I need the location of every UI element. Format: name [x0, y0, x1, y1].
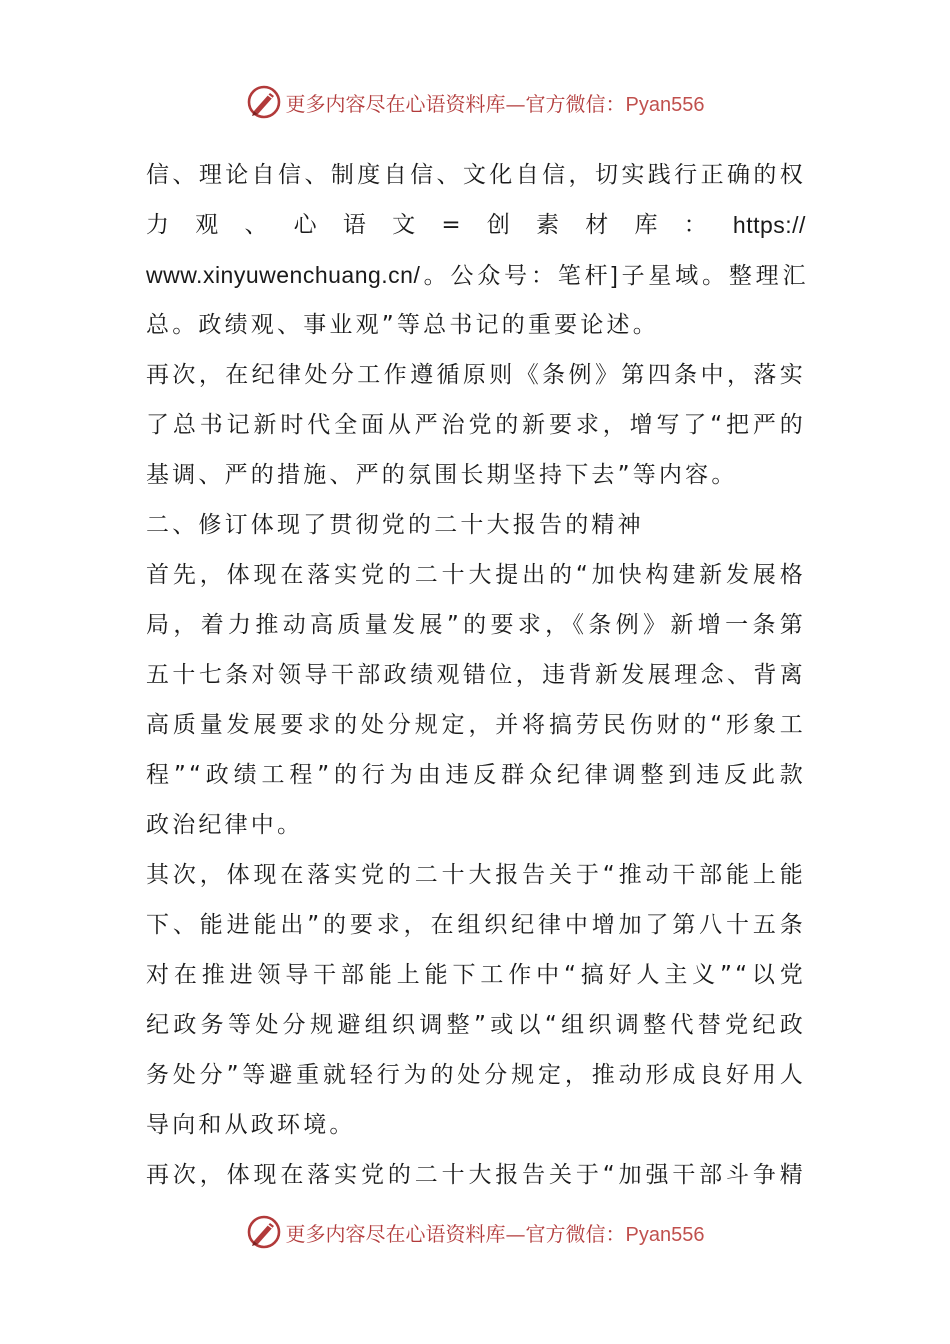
body-line: 对在推进领导干部能上能下工作中“搞好人主义”“以党: [146, 962, 806, 988]
body-line: 程”“政绩工程”的行为由违反群众纪律调整到违反此款: [146, 762, 806, 788]
pen-logo-icon: [246, 84, 282, 120]
spread-char: 力: [146, 212, 169, 238]
spread-char: 文: [392, 212, 416, 238]
body-line: 信、理论自信、制度自信、文化自信，切实践行正确的权: [146, 162, 806, 188]
body-line: 首先，体现在落实党的二十大提出的“加快构建新发展格: [146, 562, 806, 588]
body-line: 导向和从政环境。: [146, 1112, 356, 1138]
footer-banner-handle: Pyan556: [625, 1223, 705, 1246]
body-line: 五十七条对领导干部政绩观错位，违背新发展理念、背离: [146, 662, 806, 688]
body-line: 再次，在纪律处分工作遵循原则《条例》第四条中，落实: [146, 362, 806, 388]
spread-char: 、: [244, 212, 268, 238]
spread-char: 库: [634, 212, 658, 238]
header-banner: [0, 82, 950, 122]
body-line: 其次，体现在落实党的二十大报告关于“推动干部能上能: [146, 862, 806, 888]
body-line: 政治纪律中。: [146, 812, 304, 838]
body-line: [146, 200, 806, 250]
footer-banner: [0, 1212, 950, 1252]
body-line: 再次，体现在落实党的二十大报告关于“加强干部斗争精: [146, 1162, 806, 1188]
section-heading: 二、修订体现了贯彻党的二十大报告的精神: [146, 512, 644, 538]
spread-char: 语: [342, 212, 366, 238]
footer-banner-text: [286, 1218, 705, 1247]
spread-char: 观: [195, 212, 219, 238]
spread-char: 材: [585, 212, 609, 238]
spread-char: ：: [683, 212, 707, 238]
spread-char: 素: [536, 212, 560, 238]
header-banner-text: [286, 88, 705, 117]
spread-char: =: [441, 212, 461, 238]
pen-logo-icon: [246, 1214, 282, 1250]
document-body: [146, 150, 806, 1200]
header-banner-handle: Pyan556: [625, 93, 705, 116]
body-line: 局，着力推动高质量发展”的要求，《条例》新增一条第: [146, 612, 806, 638]
body-line: 了总书记新时代全面从严治党的新要求，增写了“把严的: [146, 412, 806, 438]
footer-banner-cn: 更多内容尽在心语资料库—官方微信：: [285, 1221, 626, 1246]
body-line: 务处分”等避重就轻行为的处分规定，推动形成良好用人: [146, 1062, 806, 1088]
spread-char: 创: [486, 212, 510, 238]
body-line: 高质量发展要求的处分规定，并将搞劳民伤财的“形象工: [146, 712, 806, 738]
body-line: www.xinyuwenchuang.cn/。公众号：笔杆]子星域。整理汇: [146, 262, 806, 288]
header-banner-cn: 更多内容尽在心语资料库—官方微信：: [285, 91, 626, 116]
url-text: https://: [732, 212, 806, 238]
spread-char: 心: [293, 212, 317, 238]
body-line: 基调、严的措施、严的氛围长期坚持下去”等内容。: [146, 462, 738, 488]
body-line: 下、能进能出”的要求，在组织纪律中增加了第八十五条: [146, 912, 806, 938]
body-line: 纪政务等处分规避组织调整”或以“组织调整代替党纪政: [146, 1012, 806, 1038]
body-line: 总。政绩观、事业观”等总书记的重要论述。: [146, 312, 659, 338]
